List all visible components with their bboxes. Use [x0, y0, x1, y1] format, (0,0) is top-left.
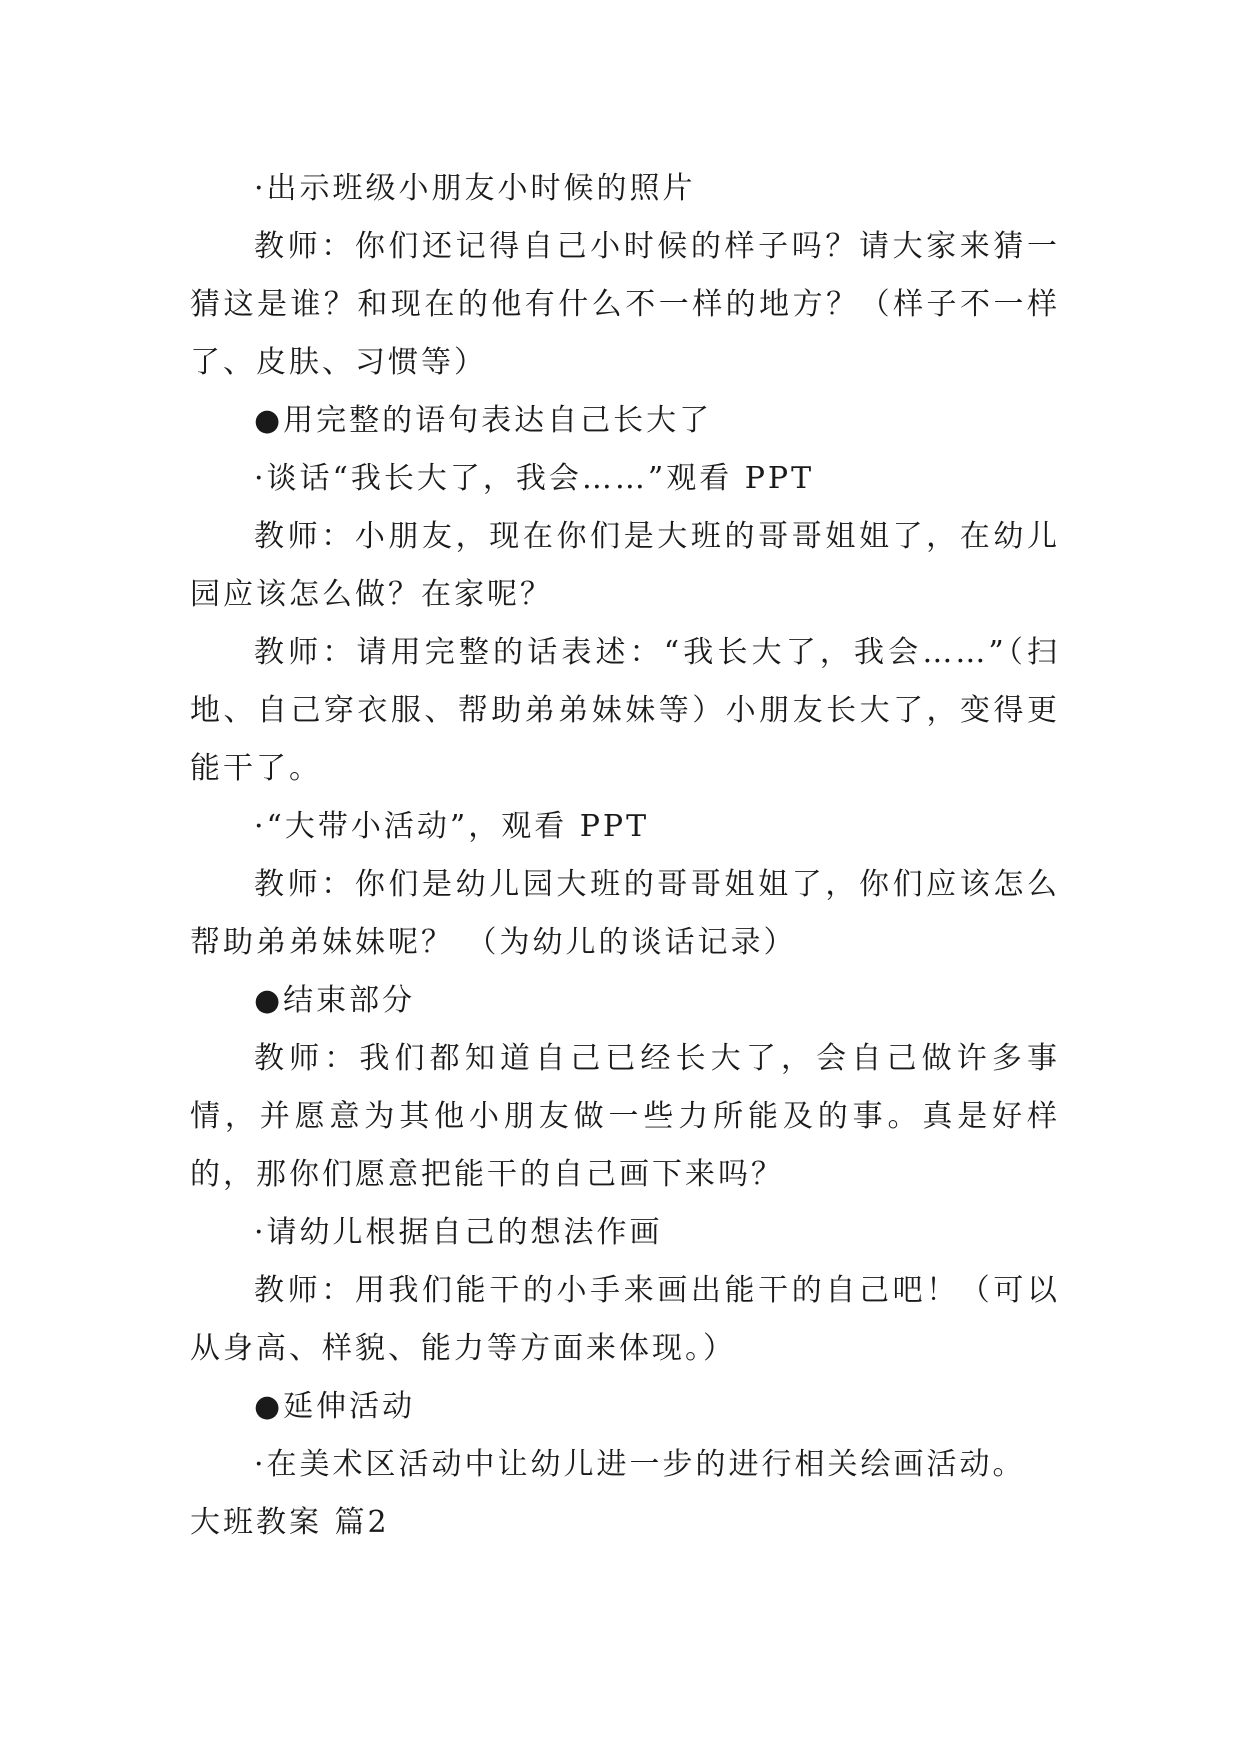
section-heading-ending: ●结束部分 [254, 983, 416, 1018]
paragraph-art-area-bullet: ·在美术区活动中让幼儿进一步的进行相关绘画活动。 [254, 1447, 1026, 1482]
paragraph-photo-bullet: ·出示班级小朋友小时候的照片 [254, 171, 696, 206]
section-heading-extension: ●延伸活动 [254, 1389, 416, 1424]
section-heading-complete-sentence: ●用完整的语句表达自己长大了 [254, 403, 713, 438]
paragraph-big-help-small-bullet: ·“大带小活动”，观看 PPT [254, 809, 650, 844]
paragraph-teacher-childhood: 教师：你们还记得自己小时候的样子吗？请大家来猜一猜这是谁？和现在的他有什么不一样的地方？（样子不一样了、皮肤、习惯等） [190, 229, 1060, 380]
next-section-title: 大班教案 篇2 [190, 1505, 390, 1540]
paragraph-teacher-summary: 教师：我们都知道自己已经长大了，会自己做许多事情，并愿意为其他小朋友做一些力所能及的事。真是好样的，那你们愿意把能干的自己画下来吗？ [190, 1041, 1060, 1192]
paragraph-teacher-complete-words: 教师：请用完整的话表述：“我长大了，我会……”（扫地、自己穿衣服、帮助弟弟妹妹等）小朋友长大了，变得更能干了。 [190, 635, 1060, 786]
paragraph-talk-bullet: ·谈话“我长大了，我会……”观看 PPT [254, 461, 815, 496]
paragraph-drawing-bullet: ·请幼儿根据自己的想法作画 [254, 1215, 663, 1250]
paragraph-teacher-help-siblings: 教师：你们是幼儿园大班的哥哥姐姐了，你们应该怎么帮助弟弟妹妹呢？ （为幼儿的谈话记录） [190, 867, 1060, 960]
paragraph-teacher-big-class: 教师：小朋友，现在你们是大班的哥哥姐姐了，在幼儿园应该怎么做？在家呢？ [190, 519, 1060, 612]
paragraph-teacher-draw: 教师：用我们能干的小手来画出能干的自己吧！（可以从身高、样貌、能力等方面来体现。） [190, 1273, 1060, 1366]
document-body [190, 160, 1060, 1552]
